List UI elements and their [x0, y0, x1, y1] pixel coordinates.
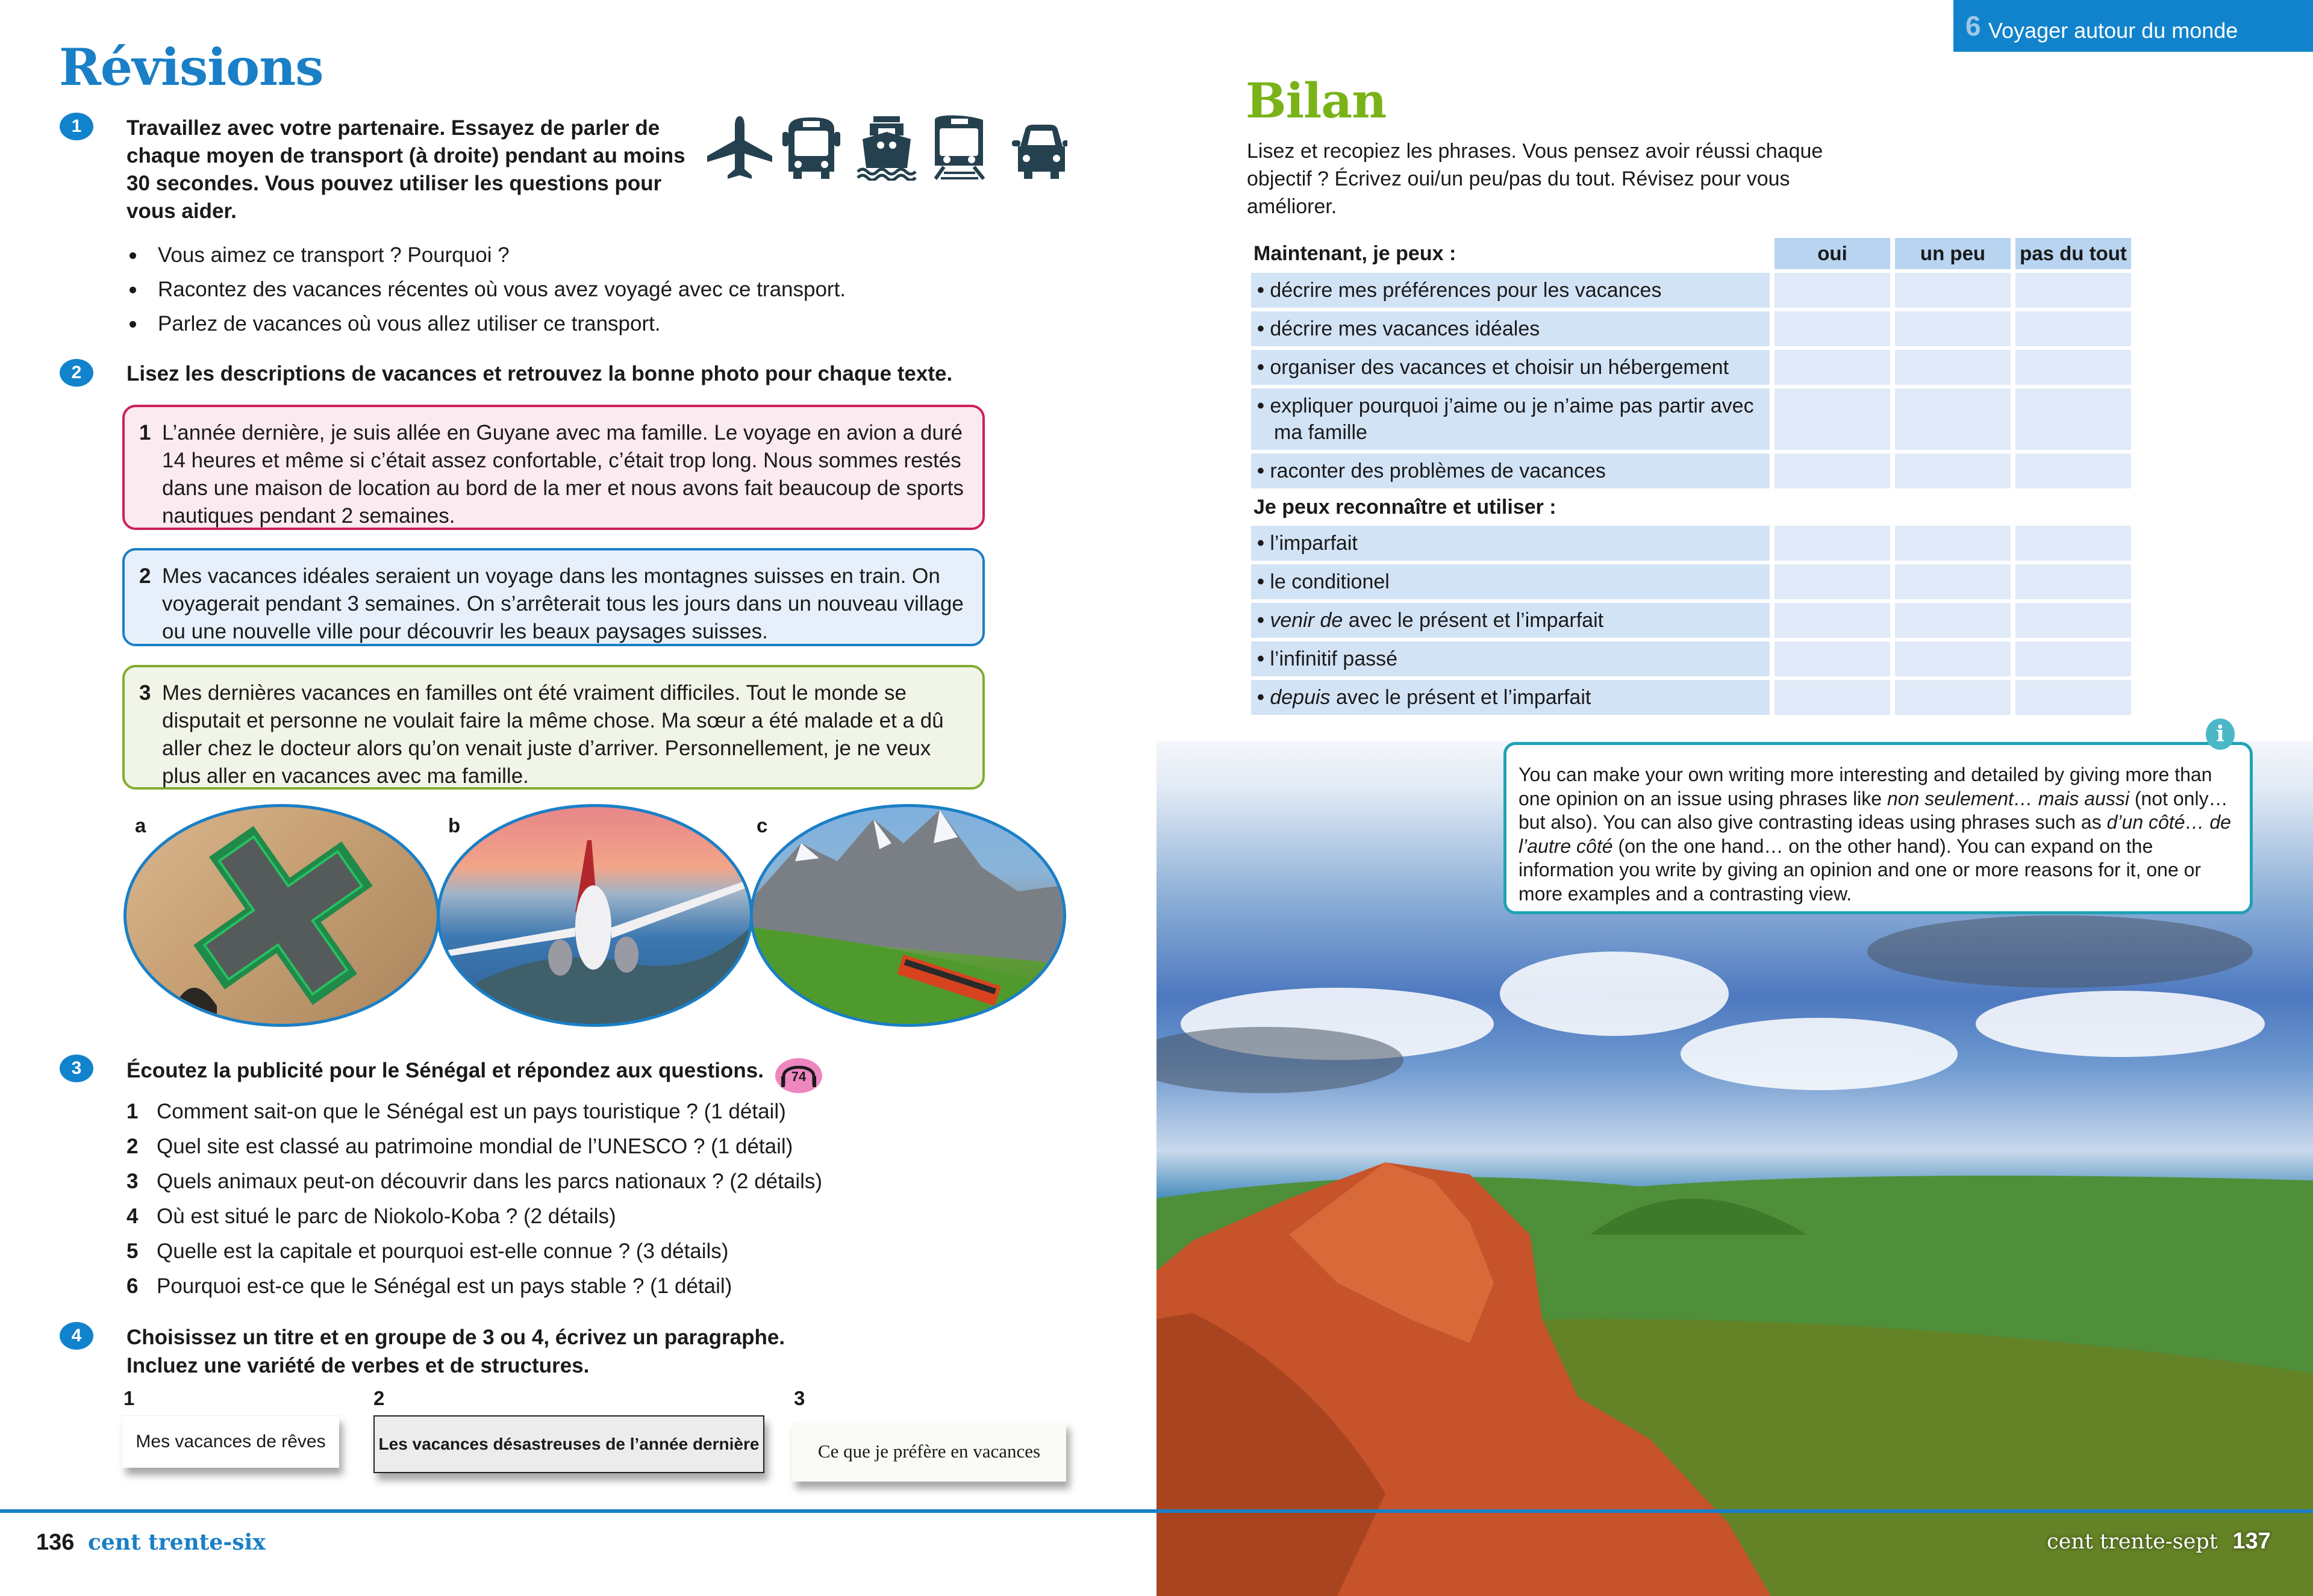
- photo-pharmacy: [123, 804, 440, 1027]
- description-number: 1: [139, 421, 151, 444]
- objective-item: • raconter des problèmes de vacances: [1251, 454, 1770, 488]
- objective-item: • décrire mes vacances idéales: [1251, 311, 1770, 346]
- grammar-item: • le conditionel: [1251, 564, 1770, 599]
- answer-cell-oui[interactable]: [1775, 526, 1890, 561]
- bullet-item: Parlez de vacances où vous allez utiliser ce transport.: [130, 307, 846, 341]
- title-option-label: Les vacances désastreuses de l’année dernière: [378, 1435, 760, 1453]
- answer-cell-pas-du-tout[interactable]: [2015, 526, 2131, 561]
- transport-icons: [706, 111, 1067, 181]
- exercise2-instruction: Lisez les descriptions de vacances et retrouvez la bonne photo pour chaque texte.: [126, 362, 953, 385]
- description-number: 3: [139, 681, 151, 705]
- exercise-badge-2: 2: [60, 359, 93, 387]
- page-title: Révisions: [59, 37, 323, 97]
- answer-cell-un-peu[interactable]: [1895, 603, 2011, 638]
- chapter-number: 6: [1965, 10, 1981, 42]
- title-option-number: 1: [123, 1387, 135, 1409]
- answer-cell-pas-du-tout[interactable]: [2015, 311, 2131, 346]
- section-heading: Maintenant, je peux :: [1253, 242, 1456, 265]
- grammar-item: • l’imparfait: [1251, 526, 1770, 561]
- writing-tip-box: You can make your own writing more interesting and detailed by giving more than one opinion on an issue using phrases like non seulement… mais aussi (not only… but also). You can also give contrasting ideas using phrases such as d’un côté… de l’autre côté (on the one hand… on the other hand). You can expand on the information you write by giving an opinion and one or more reasons for it, one or more examples and a contrasting view.: [1503, 742, 2253, 914]
- description-box-1: [122, 405, 985, 530]
- exercise-badge-4: 4: [60, 1322, 93, 1350]
- footer-rule-right: [1156, 1509, 2313, 1513]
- table-row: [1251, 273, 2131, 308]
- grammar-item: • l’infinitif passé: [1251, 641, 1770, 676]
- answer-cell-oui[interactable]: [1775, 350, 1890, 385]
- table-row: [1251, 564, 2131, 599]
- table-row: [1251, 311, 2131, 346]
- audio-track-number: 74: [791, 1069, 807, 1084]
- table-row: [1251, 454, 2131, 488]
- bullet-item: Racontez des vacances récentes où vous avez voyagé avec ce transport.: [130, 272, 846, 307]
- page-number-words: cent trente-sept: [2047, 1530, 2218, 1554]
- answer-cell-un-peu[interactable]: [1895, 388, 2011, 450]
- question-item: 4 Où est situé le parc de Niokolo-Koba ? (2 détails): [126, 1205, 616, 1228]
- page-number: 137: [2232, 1529, 2271, 1554]
- answer-cell-pas-du-tout[interactable]: [2015, 641, 2131, 676]
- description-number: 2: [139, 564, 151, 588]
- exercise-badge-1: 1: [60, 113, 93, 140]
- answer-cell-pas-du-tout[interactable]: [2015, 273, 2131, 308]
- grammar-item: • depuis avec le présent et l’imparfait: [1251, 680, 1770, 715]
- exercise3-questions: [126, 1094, 822, 1304]
- answer-cell-oui[interactable]: [1775, 564, 1890, 599]
- column-header-pas-du-tout: pas du tout: [2015, 238, 2131, 269]
- answer-cell-oui[interactable]: [1775, 603, 1890, 638]
- question-item: 5 Quelle est la capitale et pourquoi est-elle connue ? (3 détails): [126, 1239, 729, 1263]
- title-option-number: 2: [373, 1387, 385, 1409]
- description-box-3: [122, 665, 985, 790]
- train-icon: [935, 116, 984, 180]
- column-header-un-peu: un peu: [1895, 238, 2011, 269]
- answer-cell-un-peu[interactable]: [1895, 311, 2011, 346]
- answer-cell-pas-du-tout[interactable]: [2015, 680, 2131, 715]
- answer-cell-oui[interactable]: [1775, 388, 1890, 450]
- exercise1-questions: [130, 238, 846, 341]
- table-row: [1251, 388, 2131, 450]
- bilan-intro: Lisez et recopiez les phrases. Vous pensez avoir réussi chaque objectif ? Écrivez oui/un peu/pas du tout. Révisez pour vous améliorer.: [1247, 140, 1823, 218]
- answer-cell-oui[interactable]: [1775, 641, 1890, 676]
- airplane-icon: [707, 116, 772, 179]
- question-item: 3 Quels animaux peut-on découvrir dans les parcs nationaux ? (2 détails): [126, 1170, 823, 1193]
- answer-cell-pas-du-tout[interactable]: [2015, 388, 2131, 450]
- page-number-left: [36, 1530, 266, 1556]
- answer-cell-oui[interactable]: [1775, 454, 1890, 488]
- answer-cell-un-peu[interactable]: [1895, 564, 2011, 599]
- description-box-2: [122, 548, 985, 646]
- page-number: 136: [36, 1530, 75, 1555]
- footer-rule-left: [0, 1509, 1156, 1513]
- photo-label-b: b: [448, 814, 461, 837]
- answer-cell-pas-du-tout[interactable]: [2015, 350, 2131, 385]
- objective-item: • organiser des vacances et choisir un hébergement: [1251, 350, 1770, 385]
- title-option-card-3[interactable]: [792, 1421, 1066, 1482]
- answer-cell-pas-du-tout[interactable]: [2015, 454, 2131, 488]
- answer-cell-un-peu[interactable]: [1895, 273, 2011, 308]
- answer-cell-pas-du-tout[interactable]: [2015, 603, 2131, 638]
- question-item: 2 Quel site est classé au patrimoine mondial de l’UNESCO ? (1 détail): [126, 1135, 793, 1158]
- title-option-number: 3: [794, 1387, 805, 1409]
- info-icon: i: [2206, 719, 2235, 750]
- exercise4-instruction-2: Incluez une variété de verbes et de structures.: [126, 1354, 590, 1377]
- description-text: Mes dernières vacances en familles ont été vraiment difficiles. Tout le monde se disputait et personne ne voulait faire la même chose. Ma sœur a été malade et a dû aller chez le docteur alors qu’on venait juste d’arriver. Personnellement, je ne veux plus aller en vacances avec ma famille.: [162, 681, 944, 788]
- exercise3-instruction: Écoutez la publicité pour le Sénégal et répondez aux questions.: [126, 1059, 764, 1082]
- objective-item: • décrire mes préférences pour les vacances: [1251, 273, 1770, 308]
- self-assessment-table: [1246, 234, 2136, 719]
- audio-track-button[interactable]: [775, 1058, 822, 1093]
- answer-cell-oui[interactable]: [1775, 311, 1890, 346]
- description-text: L’année dernière, je suis allée en Guyane avec ma famille. Le voyage en avion a duré 14 heures et même si c’était assez confortable, c’était trop long. Nous sommes restés dans une maison de location au bord de la mer et nous avons fait beaucoup de sports nautiques pendant 2 semaines.: [162, 421, 964, 528]
- table-row: [1251, 680, 2131, 715]
- table-row: [1251, 350, 2131, 385]
- table-row: [1251, 603, 2131, 638]
- answer-cell-un-peu[interactable]: [1895, 350, 2011, 385]
- description-text: Mes vacances idéales seraient un voyage dans les montagnes suisses en train. On voyagerait pendant 3 semaines. On s’arrêterait tous les jours dans un nouveau village ou une nouvelle ville pour découvrir les beaux paysages suisses.: [162, 564, 964, 643]
- chapter-tab: [1953, 0, 2313, 52]
- answer-cell-un-peu[interactable]: [1895, 641, 2011, 676]
- answer-cell-pas-du-tout[interactable]: [2015, 564, 2131, 599]
- title-option-card-1[interactable]: [122, 1415, 339, 1468]
- objective-item: • expliquer pourquoi j’aime ou je n’aime pas partir avec ma famille: [1251, 388, 1770, 450]
- exercise-badge-3: 3: [60, 1055, 93, 1082]
- photo-label-a: a: [135, 814, 146, 837]
- table-row: [1251, 526, 2131, 561]
- answer-cell-un-peu[interactable]: [1895, 680, 2011, 715]
- title-option-label: Ce que je préfère en vacances: [817, 1441, 1041, 1462]
- bus-icon: [782, 117, 840, 179]
- photo-airplane: [437, 804, 753, 1027]
- photo-mountain-train: [750, 804, 1066, 1027]
- exercise4-instruction-1: Choisissez un titre et en groupe de 3 ou 4, écrivez un paragraphe.: [126, 1326, 785, 1349]
- car-icon: [1012, 125, 1067, 179]
- page-number-right: [2047, 1529, 2271, 1554]
- grammar-item: • venir de avec le présent et l’imparfait: [1251, 603, 1770, 638]
- chapter-title: Voyager autour du monde: [1988, 18, 2238, 43]
- title-option-card-2[interactable]: [373, 1415, 764, 1473]
- bilan-title: Bilan: [1246, 72, 1387, 129]
- table-row: [1251, 641, 2131, 676]
- exercise1-instruction: Travaillez avec votre partenaire. Essayez de parler de chaque moyen de transport (à droite) pendant au moins 30 secondes. Vous pouvez utiliser les questions pour vous aider.: [126, 116, 685, 223]
- answer-cell-oui[interactable]: [1775, 680, 1890, 715]
- answer-cell-un-peu[interactable]: [1895, 526, 2011, 561]
- title-option-label: Mes vacances de rêves: [136, 1432, 326, 1451]
- section-heading: Je peux reconnaître et utiliser :: [1253, 495, 1556, 519]
- column-header-oui: oui: [1775, 238, 1890, 269]
- question-item: 1 Comment sait-on que le Sénégal est un pays touristique ? (1 détail): [126, 1100, 786, 1123]
- answer-cell-oui[interactable]: [1775, 273, 1890, 308]
- answer-cell-un-peu[interactable]: [1895, 454, 2011, 488]
- ship-icon: [858, 116, 916, 180]
- bullet-item: Vous aimez ce transport ? Pourquoi ?: [130, 238, 846, 272]
- question-item: 6 Pourquoi est-ce que le Sénégal est un pays stable ? (1 détail): [126, 1274, 732, 1298]
- page-number-words: cent trente-six: [87, 1530, 266, 1555]
- photo-label-c: c: [757, 814, 768, 837]
